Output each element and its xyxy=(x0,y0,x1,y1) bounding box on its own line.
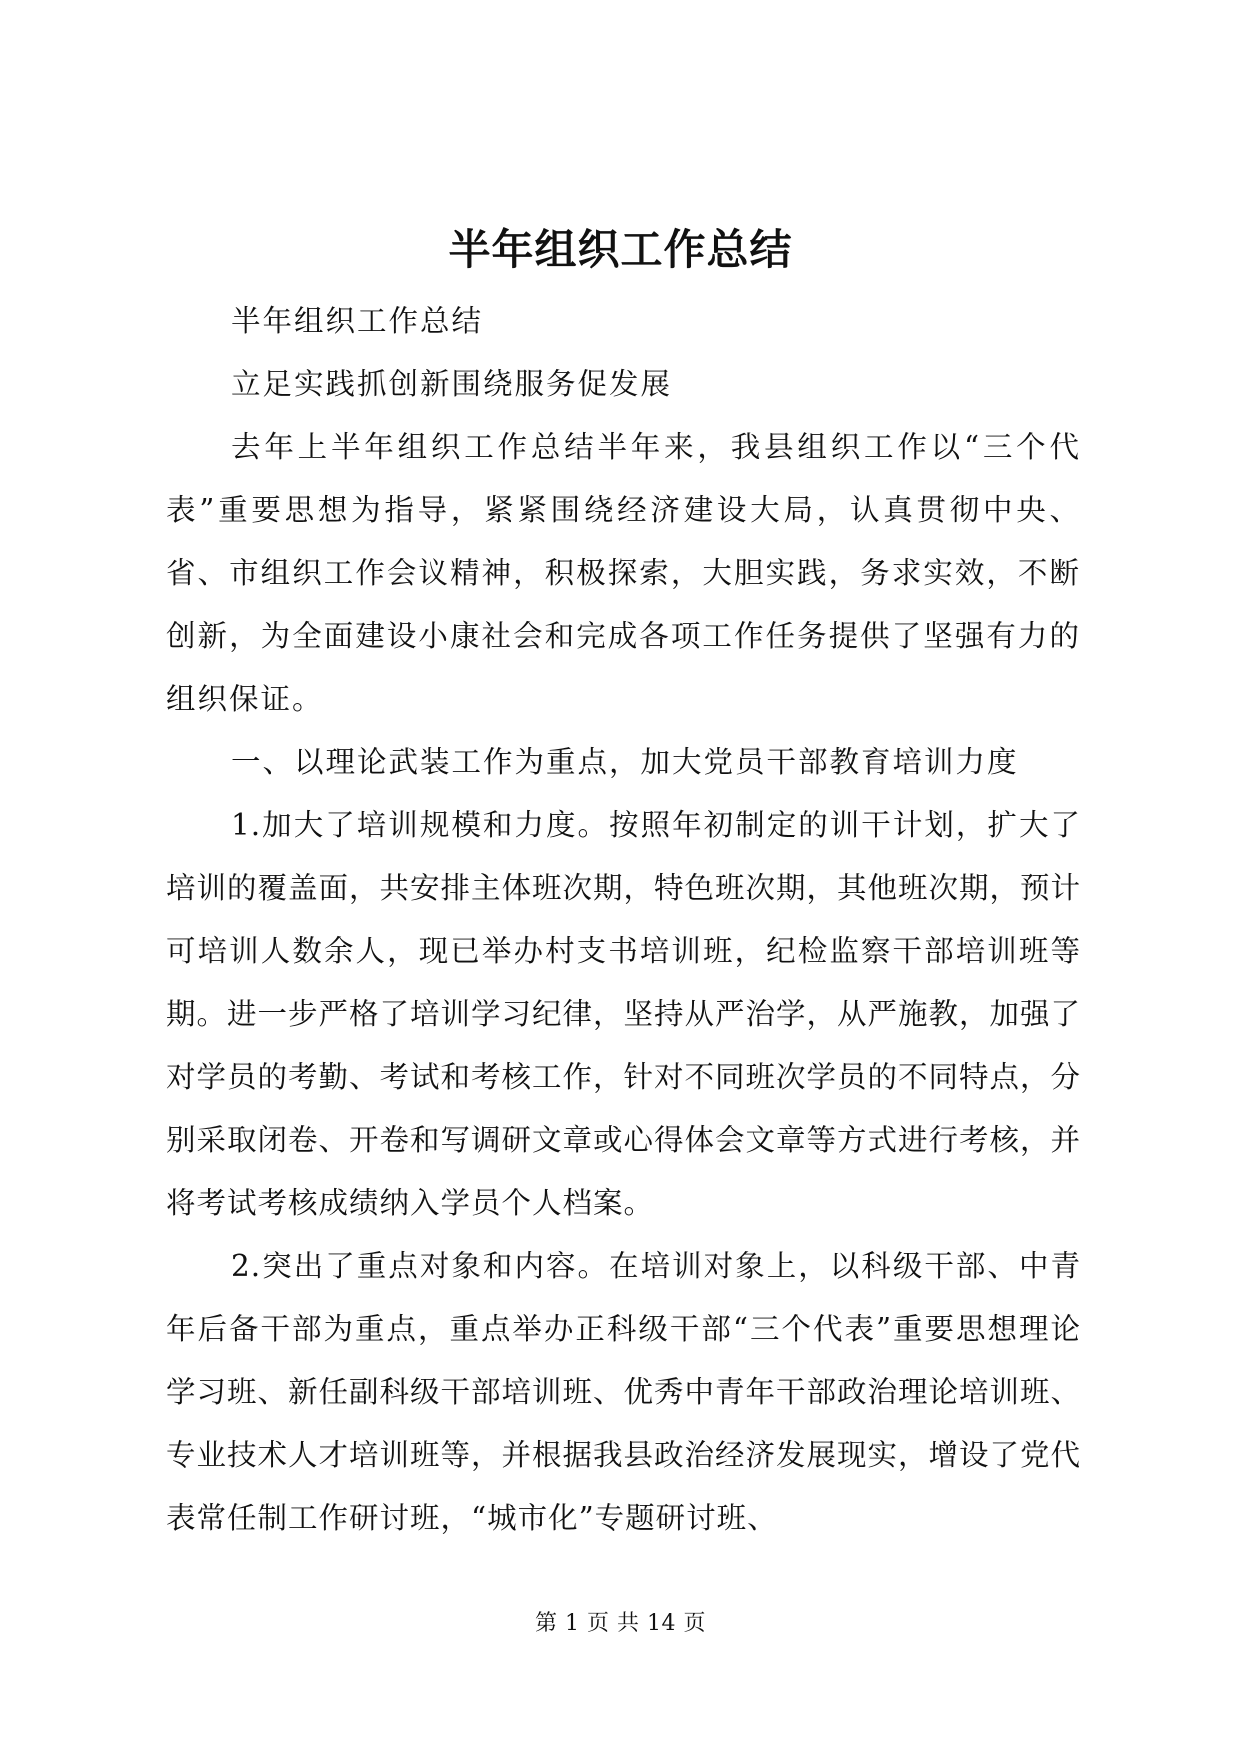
paragraph-item-1: 1.加大了培训规模和力度。按照年初制定的训干计划，扩大了培训的覆盖面，共安排主体班次期，特色班次期，其他班次期，预计可培训人数余人，现已举办村支书培训班，纪检监察干部培训班等期。进一步严格了培训学习纪律，坚持从严治学，从严施教，加强了对学员的考勤、考试和考核工作，针对不同班次学员的不同特点，分别采取闭卷、开卷和写调研文章或心得体会文章等方式进行考核，并将考试考核成绩纳入学员个人档案。 xyxy=(166,808,1082,1220)
document-title: 半年组织工作总结 xyxy=(448,225,793,274)
paragraph-item-2: 2.突出了重点对象和内容。在培训对象上，以科级干部、中青年后备干部为重点，重点举办正科级干部“三个代表”重要思想理论学习班、新任副科级干部培训班、优秀中青年干部政治理论培训班、专业技术人才培训班等，并根据我县政治经济发展现实，增设了党代表常任制工作研讨班，“城市化”专题研讨班、 xyxy=(166,1249,1082,1535)
document-body xyxy=(166,290,1081,1550)
paragraph-subtitle: 半年组织工作总结 xyxy=(231,304,484,338)
paragraph-intro: 去年上半年组织工作总结半年来，我县组织工作以“三个代表”重要思想为指导，紧紧围绕经济建设大局，认真贯彻中央、省、市组织工作会议精神，积极探索，大胆实践，务求实效，不断创新，为全面建设小康社会和完成各项工作任务提供了坚强有力的组织保证。 xyxy=(166,430,1081,716)
paragraph-section-heading: 一、以理论武装工作为重点，加大党员干部教育培训力度 xyxy=(231,745,1019,779)
page-footer: 第 1 页 共 14 页 xyxy=(535,1611,706,1636)
paragraph-theme: 立足实践抓创新围绕服务促发展 xyxy=(231,367,673,401)
